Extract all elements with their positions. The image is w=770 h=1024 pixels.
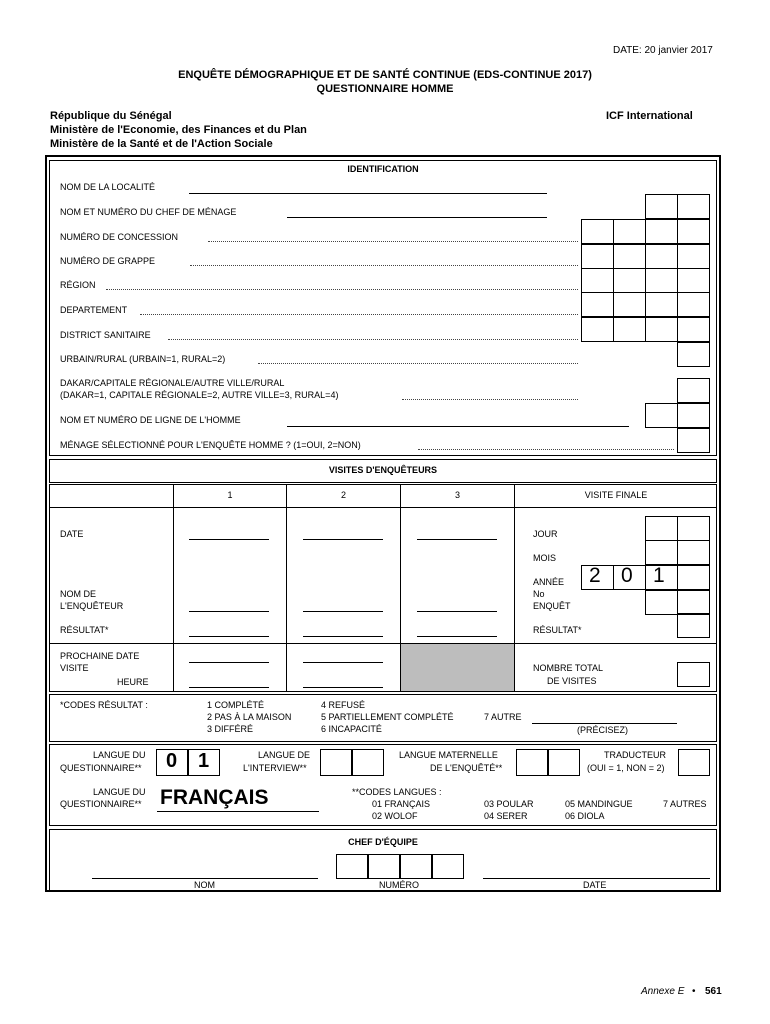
label-dakar: DAKAR/CAPITALE RÉGIONALE/AUTRE VILLE/RURAL — [60, 378, 285, 388]
field-langue-nom — [157, 811, 319, 812]
box-menage[interactable] — [677, 428, 710, 453]
box-dakar[interactable] — [677, 378, 710, 403]
box-chef-2[interactable] — [677, 194, 710, 219]
footer-annexe: Annexe E — [641, 986, 685, 997]
label-grappe: NUMÉRO DE GRAPPE — [60, 256, 156, 266]
codes-label: *CODES RÉSULTAT : — [60, 700, 148, 710]
box-mois-2[interactable] — [677, 540, 710, 565]
box-mois-1[interactable] — [645, 540, 678, 565]
dots-concession — [208, 241, 578, 242]
col-sep-1 — [173, 484, 174, 692]
code-langue-01: 01 FRANÇAIS — [372, 799, 431, 809]
code-langue-06: 06 DIOLA — [565, 811, 605, 821]
shaded-cell — [401, 644, 514, 691]
label-no: No — [533, 589, 545, 599]
col-visit-1: 1 — [227, 490, 233, 500]
visites-header-rule — [49, 507, 717, 508]
field-chef-nom[interactable] — [92, 878, 318, 879]
box-grappe-3[interactable] — [645, 244, 678, 269]
code-3: 3 DIFFÉRÉ — [207, 724, 254, 734]
label-langue-q2: QUESTIONNAIRE** — [60, 763, 142, 773]
label-prochaine: PROCHAINE DATE — [60, 651, 140, 661]
box-langue-m-2[interactable] — [548, 749, 580, 776]
label-date: DATE — [60, 529, 84, 539]
box-grappe-4[interactable] — [677, 244, 710, 269]
enqueteur-visit-3[interactable] — [417, 611, 497, 612]
year-digit-1: 2 — [589, 564, 601, 587]
label-region: RÉGION — [60, 280, 96, 290]
code-2: 2 PAS À LA MAISON — [207, 712, 292, 722]
label-de-visites: DE VISITES — [547, 676, 597, 686]
label-nombre-total: NOMBRE TOTAL — [533, 663, 604, 673]
dots-grappe — [190, 265, 578, 266]
box-jour-1[interactable] — [645, 516, 678, 541]
label-langue-m2: DE L'ENQUÊTÉ** — [430, 763, 503, 773]
box-chef-1[interactable] — [645, 194, 678, 219]
prochaine-date-1[interactable] — [189, 662, 269, 663]
org-ministry-health: Ministère de la Santé et de l'Action Sociale — [50, 138, 273, 150]
label-urbain-rural: URBAIN/RURAL (URBAIN=1, RURAL=2) — [60, 354, 226, 364]
box-resultat-final[interactable] — [677, 613, 710, 638]
box-langue-i-1[interactable] — [320, 749, 352, 776]
date-visit-2[interactable] — [303, 539, 383, 540]
page-number: 561 — [705, 986, 722, 997]
code-langue-07: 7 AUTRES — [663, 799, 707, 809]
code-langue-02: 02 WOLOF — [372, 811, 418, 821]
box-dist-1[interactable] — [581, 317, 614, 342]
box-conc-2[interactable] — [613, 219, 646, 244]
resultat-visit-3[interactable] — [417, 636, 497, 637]
label-heure: HEURE — [117, 677, 149, 687]
year-digit-2: 0 — [621, 564, 633, 587]
year-digit-3: 1 — [653, 564, 665, 587]
field-localite[interactable] — [189, 193, 547, 194]
label-jour: JOUR — [533, 529, 558, 539]
langue-q-digit-2: 1 — [198, 750, 210, 772]
page-subtitle: QUESTIONNAIRE HOMME — [316, 83, 454, 95]
label-resultat: RÉSULTAT* — [60, 625, 109, 635]
dots-menage — [418, 449, 674, 450]
row-sep-prochaine — [49, 643, 717, 644]
box-region-4[interactable] — [677, 268, 710, 293]
label-concession: NUMÉRO DE CONCESSION — [60, 232, 179, 242]
box-homme-1[interactable] — [645, 403, 678, 428]
date-visit-1[interactable] — [189, 539, 269, 540]
box-region-1[interactable] — [581, 268, 614, 293]
box-dist-4[interactable] — [677, 317, 710, 342]
field-autre[interactable] — [532, 723, 677, 724]
label-homme: NOM ET NUMÉRO DE LIGNE DE L'HOMME — [60, 415, 241, 425]
resultat-visit-2[interactable] — [303, 636, 383, 637]
dots-urbain — [258, 363, 578, 364]
code-langue-03: 03 POULAR — [484, 799, 534, 809]
col-visit-3: 3 — [454, 490, 460, 500]
field-chef-date[interactable] — [483, 878, 710, 879]
label-enqueteur: L'ENQUÊTEUR — [60, 601, 124, 611]
resultat-visit-1[interactable] — [189, 636, 269, 637]
box-dep-1[interactable] — [581, 292, 614, 317]
box-conc-1[interactable] — [581, 219, 614, 244]
label-district: DISTRICT SANITAIRE — [60, 330, 151, 340]
box-langue-i-2[interactable] — [352, 749, 384, 776]
label-chef-date: DATE — [583, 880, 607, 890]
label-langue-m1: LANGUE MATERNELLE — [399, 750, 498, 760]
langue-q-digit-1: 0 — [166, 750, 178, 772]
dots-district — [168, 339, 578, 340]
box-chef-num-2[interactable] — [368, 854, 400, 879]
label-menage-selectionne: MÉNAGE SÉLECTIONNÉ POUR L'ENQUÊTE HOMME ? (1=OUI, 2=NON) — [60, 440, 361, 450]
page-title: ENQUÊTE DÉMOGRAPHIQUE ET DE SANTÉ CONTINUE (EDS-CONTINUE 2017) — [178, 69, 592, 81]
org-icf: ICF International — [606, 110, 693, 122]
box-dep-2[interactable] — [613, 292, 646, 317]
box-region-2[interactable] — [613, 268, 646, 293]
label-precisez: (PRÉCISEZ) — [577, 725, 629, 735]
date-visit-3[interactable] — [417, 539, 497, 540]
col-visite-finale: VISITE FINALE — [584, 490, 648, 500]
org-ministry-economy: Ministère de l'Economie, des Finances et du Plan — [50, 124, 307, 136]
label-chef-numero: NUMÉRO — [379, 880, 419, 890]
langue-francais: FRANÇAIS — [160, 786, 269, 809]
enqueteur-visit-2[interactable] — [303, 611, 383, 612]
box-no-1[interactable] — [645, 590, 678, 615]
field-chef-menage[interactable] — [287, 217, 547, 218]
field-homme[interactable] — [287, 426, 629, 427]
codes-langues-title: **CODES LANGUES : — [352, 787, 442, 797]
label-langue-q3: LANGUE DU — [93, 787, 146, 797]
enqueteur-visit-1[interactable] — [189, 611, 269, 612]
code-langue-04: 04 SERER — [484, 811, 528, 821]
box-conc-3[interactable] — [645, 219, 678, 244]
box-region-3[interactable] — [645, 268, 678, 293]
col-sep-2 — [286, 484, 287, 692]
label-langue-i1: LANGUE DE — [258, 750, 311, 760]
box-urbain[interactable] — [677, 342, 710, 367]
box-no-2[interactable] — [677, 590, 710, 615]
label-mois: MOIS — [533, 553, 557, 563]
code-5: 5 PARTIELLEMENT COMPLÉTÉ — [321, 712, 454, 722]
box-annee-4[interactable] — [677, 565, 710, 590]
box-conc-4[interactable] — [677, 219, 710, 244]
label-chef-menage: NOM ET NUMÉRO DU CHEF DE MÉNAGE — [60, 207, 237, 217]
label-annee: ANNÉE — [533, 577, 565, 587]
box-langue-m-1[interactable] — [516, 749, 548, 776]
org-republic: République du Sénégal — [50, 110, 172, 122]
box-chef-num-3[interactable] — [400, 854, 432, 879]
code-langue-05: 05 MANDINGUE — [565, 799, 633, 809]
box-traducteur[interactable] — [678, 749, 710, 776]
box-grappe-1[interactable] — [581, 244, 614, 269]
box-total-visites[interactable] — [677, 662, 710, 687]
footer-bullet: • — [692, 986, 696, 997]
label-departement: DEPARTEMENT — [60, 305, 128, 315]
code-4: 4 REFUSÉ — [321, 700, 366, 710]
box-grappe-2[interactable] — [613, 244, 646, 269]
box-jour-2[interactable] — [677, 516, 710, 541]
prochaine-heure-1[interactable] — [189, 687, 269, 688]
identification-title: IDENTIFICATION — [347, 164, 419, 174]
label-localite: NOM DE LA LOCALITÉ — [60, 182, 156, 192]
box-dist-2[interactable] — [613, 317, 646, 342]
dots-dakar — [402, 399, 578, 400]
chef-title: CHEF D'ÉQUIPE — [348, 837, 418, 847]
box-dist-3[interactable] — [645, 317, 678, 342]
label-visite: VISITE — [60, 663, 89, 673]
label-chef-nom: NOM — [194, 880, 215, 890]
dots-region — [106, 289, 578, 290]
box-dep-4[interactable] — [677, 292, 710, 317]
dots-departement — [140, 314, 578, 315]
label-langue-i2: L'INTERVIEW** — [243, 763, 307, 773]
label-traducteur-codes: (OUI = 1, NON = 2) — [587, 763, 665, 773]
col-sep-4 — [514, 484, 515, 692]
label-langue-q4: QUESTIONNAIRE** — [60, 799, 142, 809]
label-langue-q1: LANGUE DU — [93, 750, 146, 760]
box-chef-num-1[interactable] — [336, 854, 368, 879]
box-dep-3[interactable] — [645, 292, 678, 317]
prochaine-date-2[interactable] — [303, 662, 383, 663]
col-visit-2: 2 — [340, 490, 346, 500]
code-1: 1 COMPLÉTÉ — [207, 700, 265, 710]
visites-title: VISITES D'ENQUÊTEURS — [328, 465, 438, 475]
code-7: 7 AUTRE — [484, 712, 522, 722]
label-traducteur: TRADUCTEUR — [604, 750, 666, 760]
prochaine-heure-2[interactable] — [303, 687, 383, 688]
box-homme-2[interactable] — [677, 403, 710, 428]
label-nom-de: NOM DE — [60, 589, 96, 599]
form-date: DATE: 20 janvier 2017 — [613, 45, 713, 56]
code-6: 6 INCAPACITÉ — [321, 724, 382, 734]
label-enquet: ENQUÊT — [533, 601, 571, 611]
label-resultat-final: RÉSULTAT* — [533, 625, 582, 635]
label-dakar-codes: (DAKAR=1, CAPITALE RÉGIONALE=2, AUTRE VILLE=3, RURAL=4) — [60, 390, 339, 400]
box-chef-num-4[interactable] — [432, 854, 464, 879]
